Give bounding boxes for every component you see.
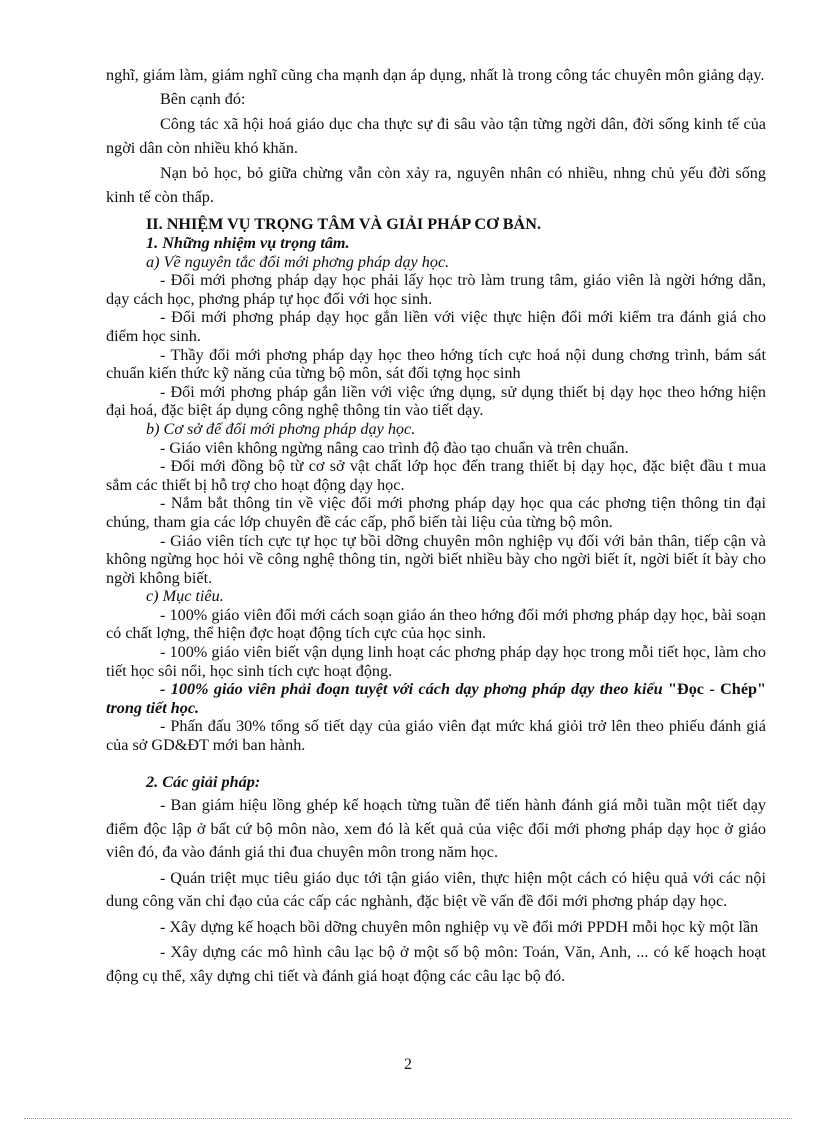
list-item-c2: - 100% giáo viên biết vận dụng linh hoạt các phơng pháp dạy học trong mỗi tiết học, làm cho tiết học sôi nổi, học sinh tích cực hoạt động. bbox=[106, 643, 766, 680]
subheading-a: a) Về nguyên tắc đổi mới phơng pháp dạy học. bbox=[146, 252, 450, 271]
emphasis-tail: trong tiết học. bbox=[106, 698, 200, 717]
solution-item-3: - Xây dựng kế hoạch bồi dỡng chuyên môn nghiệp vụ về đổi mới PPDH mỗi học kỳ một lần bbox=[160, 917, 759, 936]
list-item-b3: - Nắm bắt thông tin về việc đổi mới phơng pháp dạy học qua các phơng tiện thông tin đại chúng, tham gia các lớp chuyên đề các cấp, phổ biến tài liệu của từng bộ môn. bbox=[106, 494, 766, 531]
page-content bbox=[106, 64, 766, 988]
solution-item-4: - Xây dựng các mô hình câu lạc bộ ở một số bộ môn: Toán, Văn, Anh, ... có kế hoạch hoạt động cụ thể, xây dựng chi tiết và đánh giá hoạt động các câu lạc bộ đó. bbox=[106, 943, 766, 985]
paragraph-nan-bo-hoc: Nạn bỏ học, bỏ giữa chừng vẫn còn xảy ra, nguyên nhân có nhiều, nhng chủ yếu đời sống kinh tế còn thấp. bbox=[106, 164, 766, 206]
list-item-a2: - Đổi mới phơng pháp dạy học gắn liền với việc thực hiện đổi mới kiểm tra đánh giá cho điểm học sinh. bbox=[106, 308, 766, 345]
list-item-c1: - 100% giáo viên đổi mới cách soạn giáo án theo hớng đổi mới phơng pháp dạy học, bài soạn có chất lợng, thể hiện đợc hoạt động tích cực của học sinh. bbox=[106, 605, 766, 643]
list-item-b4: - Giáo viên tích cực tự học tự bồi dỡng chuyên môn nghiệp vụ đối với bản thân, tiếp cận và không ngừng học hỏi về công nghệ thông tin, ngời biết nhiều bày cho ngời biết ít, ngời biết ít bày cho ngời không biết. bbox=[106, 531, 766, 587]
page-bottom-divider bbox=[24, 1118, 792, 1119]
section-heading: II. NHIỆM VỤ TRỌNG TÂM VÀ GIẢI PHÁP CƠ BẢN. bbox=[146, 215, 541, 233]
paragraph-xa-hoi-hoa: Công tác xã hội hoá giáo dục cha thực sự đi sâu vào tận từng ngời dân, đời sống kinh tế của ngời dân còn nhiều khó khăn. bbox=[106, 115, 766, 157]
subheading-c: c) Mục tiêu. bbox=[146, 587, 224, 606]
emphasis-text: - 100% giáo viên phải đoạn tuyệt với cách dạy phơng pháp dạy theo kiểu bbox=[160, 680, 663, 699]
subheading-nhiem-vu: 1. Những nhiệm vụ trọng tâm. bbox=[146, 234, 350, 252]
paragraph-continuation: nghĩ, giám làm, giám nghĩ cũng cha mạnh dạn áp dụng, nhất là trong công tác chuyên môn giảng dạy. bbox=[106, 66, 765, 84]
list-item-c4: - Phấn đấu 30% tổng số tiết dạy của giáo viên đạt mức khá giỏi trở lên theo phiếu đánh giá của sở GD&ĐT mới ban hành. bbox=[106, 717, 766, 755]
list-item-b1: - Giáo viên không ngừng nâng cao trình độ đào tạo chuẩn và trên chuẩn. bbox=[160, 438, 629, 457]
solution-item-1: - Ban giám hiệu lồng ghép kế hoạch từng tuần để tiến hành đánh giá mỗi tuần một tiết dạy điểm độc lập ở bất cứ bộ môn nào, xem đó là kết quả của việc đổi mới phơng pháp dạy học ở giáo viên đó, đa vào đánh giá thi đua chuyên môn trong năm học. bbox=[106, 796, 766, 862]
list-item-a3: - Thầy đổi mới phơng pháp dạy học theo hớng tích cực hoá nội dung chơng trình, bám sát chuẩn kiến thức kỹ năng của từng bộ môn, sát đối tợng học sinh bbox=[106, 345, 766, 383]
list-item-c3-emphasis bbox=[106, 680, 766, 717]
subheading-giai-phap: 2. Các giải pháp: bbox=[146, 772, 261, 791]
solution-item-2: - Quán triệt mục tiêu giáo dục tới tận giáo viên, thực hiện một cách có hiệu quả với các nội dung công văn chỉ đạo của các cấp các nghành, đặc biệt về vấn đề đổi mới phơng pháp dạy học. bbox=[106, 868, 766, 911]
list-item-b2: - Đổi mới đồng bộ từ cơ sở vật chất lớp học đến trang thiết bị dạy học, đặc biệt đầu t mua sắm các thiết bị hỗ trợ cho hoạt động dạy học. bbox=[106, 457, 766, 494]
page-number: 2 bbox=[404, 1056, 412, 1073]
list-item-a1: - Đổi mới phơng pháp dạy học phải lấy học trò làm trung tâm, giáo viên là ngời hớng dẫn, dạy cách học, phơng pháp tự học đối với học sinh. bbox=[106, 271, 766, 308]
subheading-b: b) Cơ sở để đổi mới phơng pháp dạy học. bbox=[146, 419, 416, 438]
paragraph-ben-canh-do: Bên cạnh đó: bbox=[160, 89, 246, 108]
list-item-a4: - Đổi mới phơng pháp gắn liền với việc ứng dụng, sử dụng thiết bị dạy học theo hớng hiện đại hoá, đặc biệt áp dụng công nghệ thông tin vào tiết dạy. bbox=[106, 382, 766, 420]
doc-chep-quote: "Đọc - Chép" bbox=[668, 680, 766, 699]
